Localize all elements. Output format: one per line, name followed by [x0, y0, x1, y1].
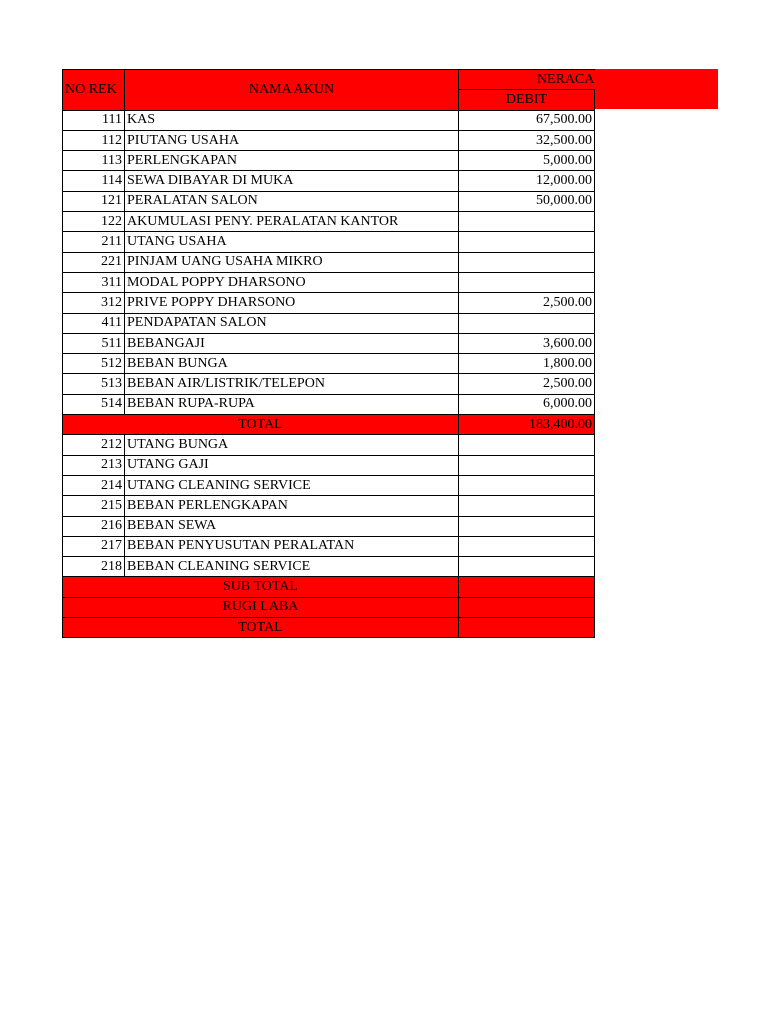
account-name-cell[interactable]: UTANG CLEANING SERVICE — [125, 475, 459, 495]
table-row — [63, 272, 595, 292]
total-1-label[interactable]: TOTAL — [63, 415, 459, 435]
table-row — [63, 496, 595, 516]
debit-cell[interactable] — [459, 435, 595, 455]
account-number-cell[interactable]: 312 — [63, 293, 125, 313]
sub-total-label[interactable]: SUB TOTAL — [63, 577, 459, 597]
table-row — [63, 536, 595, 556]
account-name-cell[interactable]: BEBAN AIR/LISTRIK/TELEPON — [125, 374, 459, 394]
sub-total-row — [63, 577, 595, 597]
account-number-cell[interactable]: 111 — [63, 110, 125, 130]
table-row — [63, 435, 595, 455]
table-row — [63, 475, 595, 495]
debit-cell[interactable] — [459, 536, 595, 556]
account-number-cell[interactable]: 213 — [63, 455, 125, 475]
debit-cell[interactable]: 2,500.00 — [459, 293, 595, 313]
debit-cell[interactable] — [459, 272, 595, 292]
account-name-cell[interactable]: UTANG GAJI — [125, 455, 459, 475]
account-number-cell[interactable]: 311 — [63, 272, 125, 292]
account-name-cell[interactable]: BEBAN PENYUSUTAN PERALATAN — [125, 536, 459, 556]
grand-total-row — [63, 618, 595, 638]
header-debit[interactable]: DEBIT — [459, 90, 595, 110]
account-name-cell[interactable]: BEBAN CLEANING SERVICE — [125, 557, 459, 577]
debit-cell[interactable] — [459, 516, 595, 536]
account-name-cell[interactable]: UTANG USAHA — [125, 232, 459, 252]
account-number-cell[interactable]: 216 — [63, 516, 125, 536]
account-number-cell[interactable]: 212 — [63, 435, 125, 455]
account-number-cell[interactable]: 411 — [63, 313, 125, 333]
debit-cell[interactable] — [459, 475, 595, 495]
table-row — [63, 151, 595, 171]
debit-cell[interactable]: 32,500.00 — [459, 130, 595, 150]
table-row — [63, 212, 595, 232]
debit-cell[interactable]: 5,000.00 — [459, 151, 595, 171]
account-name-cell[interactable]: PIUTANG USAHA — [125, 130, 459, 150]
table-row — [63, 333, 595, 353]
account-name-cell[interactable]: PRIVE POPPY DHARSONO — [125, 293, 459, 313]
debit-cell[interactable] — [459, 313, 595, 333]
total-1-value[interactable]: 183,400.00 — [459, 415, 595, 435]
header-no-rek[interactable]: NO REK — [63, 70, 125, 111]
table-row — [63, 171, 595, 191]
debit-cell[interactable] — [459, 557, 595, 577]
account-number-cell[interactable]: 215 — [63, 496, 125, 516]
debit-cell[interactable]: 12,000.00 — [459, 171, 595, 191]
account-number-cell[interactable]: 221 — [63, 252, 125, 272]
debit-cell[interactable] — [459, 455, 595, 475]
debit-cell[interactable]: 67,500.00 — [459, 110, 595, 130]
table-row — [63, 110, 595, 130]
account-name-cell[interactable]: BEBAN PERLENGKAPAN — [125, 496, 459, 516]
account-name-cell[interactable]: MODAL POPPY DHARSONO — [125, 272, 459, 292]
neraca-table — [62, 69, 595, 638]
table-row — [63, 394, 595, 414]
table-row — [63, 252, 595, 272]
table-row — [63, 374, 595, 394]
table-row — [63, 455, 595, 475]
debit-cell[interactable] — [459, 252, 595, 272]
account-name-cell[interactable]: PERALATAN SALON — [125, 191, 459, 211]
header-nama-akun[interactable]: NAMA AKUN — [125, 70, 459, 111]
table-row — [63, 313, 595, 333]
table-row — [63, 516, 595, 536]
account-number-cell[interactable]: 513 — [63, 374, 125, 394]
table-row — [63, 232, 595, 252]
account-number-cell[interactable]: 512 — [63, 354, 125, 374]
account-name-cell[interactable]: KAS — [125, 110, 459, 130]
table-row — [63, 293, 595, 313]
account-name-cell[interactable]: UTANG BUNGA — [125, 435, 459, 455]
total-1-row — [63, 415, 595, 435]
account-number-cell[interactable]: 514 — [63, 394, 125, 414]
debit-cell[interactable] — [459, 212, 595, 232]
rugi-laba-label[interactable]: RUGI LABA — [63, 597, 459, 617]
grand-total-value[interactable] — [459, 618, 595, 638]
debit-cell[interactable]: 2,500.00 — [459, 374, 595, 394]
debit-cell[interactable]: 1,800.00 — [459, 354, 595, 374]
account-number-cell[interactable]: 217 — [63, 536, 125, 556]
table-row — [63, 191, 595, 211]
header-neraca[interactable]: NERACA — [459, 70, 595, 90]
header-row-1 — [63, 70, 595, 90]
debit-cell[interactable]: 3,600.00 — [459, 333, 595, 353]
sub-total-value[interactable] — [459, 577, 595, 597]
rugi-laba-value[interactable] — [459, 597, 595, 617]
debit-cell[interactable] — [459, 232, 595, 252]
table-row — [63, 557, 595, 577]
table-row — [63, 354, 595, 374]
grand-total-label[interactable]: TOTAL — [63, 618, 459, 638]
account-number-cell[interactable]: 511 — [63, 333, 125, 353]
account-name-cell[interactable]: SEWA DIBAYAR DI MUKA — [125, 171, 459, 191]
debit-cell[interactable]: 50,000.00 — [459, 191, 595, 211]
table-row — [63, 130, 595, 150]
account-name-cell[interactable]: BEBAN RUPA-RUPA — [125, 394, 459, 414]
account-number-cell[interactable]: 114 — [63, 171, 125, 191]
worksheet — [62, 69, 595, 638]
account-name-cell[interactable]: PINJAM UANG USAHA MIKRO — [125, 252, 459, 272]
account-name-cell[interactable]: PERLENGKAPAN — [125, 151, 459, 171]
account-number-cell[interactable]: 218 — [63, 557, 125, 577]
account-name-cell[interactable]: BEBAN SEWA — [125, 516, 459, 536]
account-number-cell[interactable]: 113 — [63, 151, 125, 171]
account-number-cell[interactable]: 214 — [63, 475, 125, 495]
account-name-cell[interactable]: AKUMULASI PENY. PERALATAN KANTOR — [125, 212, 459, 232]
debit-cell[interactable]: 6,000.00 — [459, 394, 595, 414]
account-number-cell[interactable]: 122 — [63, 212, 125, 232]
debit-cell[interactable] — [459, 496, 595, 516]
rugi-laba-row — [63, 597, 595, 617]
account-name-cell[interactable]: PENDAPATAN SALON — [125, 313, 459, 333]
account-number-cell[interactable]: 121 — [63, 191, 125, 211]
account-number-cell[interactable]: 211 — [63, 232, 125, 252]
account-name-cell[interactable]: BEBANGAJI — [125, 333, 459, 353]
account-name-cell[interactable]: BEBAN BUNGA — [125, 354, 459, 374]
account-number-cell[interactable]: 112 — [63, 130, 125, 150]
